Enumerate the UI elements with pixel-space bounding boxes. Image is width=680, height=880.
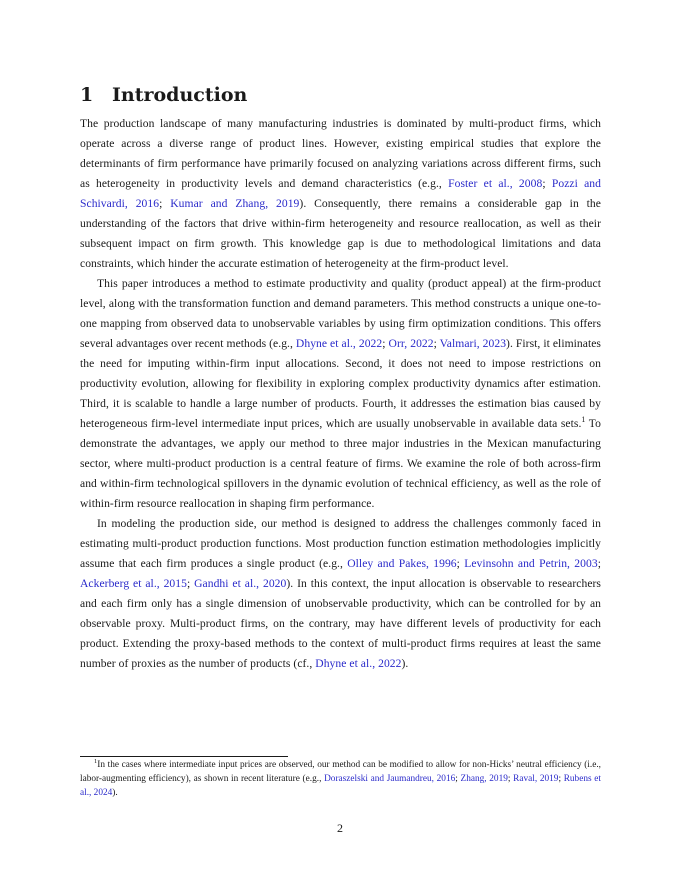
paper-page [80, 82, 601, 674]
paragraph-text: ). Consequently, there remains a considerable gap in the understanding of the factors that drive within-firm heterogeneity and resource reallocation, as well as their subsequent impact on firm growth. This knowledge gap is due to methodological limitations and data constraints, which hinder the accurate estimation of heterogeneity at the firm-product level. [80, 197, 601, 270]
citation-link[interactable]: Orr, 2022 [388, 337, 434, 350]
separator: ; [382, 337, 389, 350]
paragraph-text: In modeling the production side, our method is designed to address the challenges commonly faced in estimating multi-product production functions. Most production function estimation methodologies implicitly assume that each firm produces a single product (e.g., [80, 517, 601, 570]
separator: ; [186, 577, 195, 590]
citation-link[interactable]: Dhyne et al., 2022 [315, 657, 402, 670]
citation-link[interactable]: Foster et al., 2008 [448, 177, 543, 190]
footnote [80, 758, 601, 800]
section-title: Introduction [112, 84, 248, 106]
paragraph-text: To demonstrate the advantages, we apply our method to three major industries in the Mexican manufacturing sector, where multi-product production is a central feature of firms. We examine the role of both across-firm and within-firm technological spillovers in the dynamic evolution of technical efficiency, as well as the role of within-firm resource reallocation in shaping firm performance. [80, 417, 601, 510]
citation-link[interactable]: Valmari, 2023 [439, 337, 507, 350]
citation-link[interactable]: Rubens et al., 2024 [80, 774, 601, 798]
footnote-mark: 1 [94, 758, 98, 765]
paragraph-2 [80, 274, 601, 514]
footnote-text: ). [112, 788, 118, 798]
citation-link[interactable]: Dhyne et al., 2022 [295, 337, 383, 350]
separator: ; [597, 557, 601, 570]
paragraph-3 [80, 514, 601, 674]
paragraph-text: ). In this context, the input allocation is observable to researchers and each firm only has a single dimension of unobservable productivity, which can be controlled for by an observable proxy. Multi-product firms, on the contrary, may have different levels of productivity for each product. Extending the proxy-based methods to the context of multi-product firms requires at least the same number of proxies as the number of products (cf., [80, 577, 601, 670]
paragraph-text: ). First, it eliminates the need for imputing within-firm input allocations. Second, it does not need to impose restrictions on productivity evolution, allowing for flexibility in exploring complex productivity dynamics after estimation. Third, it is scalable to handle a large number of products. Fourth, it addresses the estimation bias caused by heterogeneous firm-level intermediate input prices, which are usually unobservable in available data sets. [80, 337, 601, 430]
section-heading [80, 82, 601, 108]
separator: ; [433, 337, 440, 350]
citation-link[interactable]: Ackerberg et al., 2015 [80, 577, 187, 590]
citation-link[interactable]: Olley and Pakes, 1996 [347, 557, 457, 570]
page-number: 2 [337, 821, 343, 835]
citation-link[interactable]: Kumar and Zhang, 2019 [170, 197, 300, 210]
footnote-marker[interactable]: 1 [581, 415, 586, 424]
footnote-divider [80, 756, 288, 757]
separator: ; [558, 774, 564, 784]
citation-link[interactable]: Doraszelski and Jaumandreu, 2016 [324, 774, 456, 784]
separator: ; [456, 557, 465, 570]
separator: ; [159, 197, 171, 210]
citation-link[interactable]: Levinsohn and Petrin, 2003 [464, 557, 598, 570]
paragraph-1 [80, 114, 601, 274]
footnote-text: In the cases where intermediate input prices are observed, our method can be modified to allow for non-Hicks’ neutral efficiency (i.e., labor-augmenting efficiency), as shown in recent literature (e.g., [80, 760, 601, 784]
citation-link[interactable]: Pozzi and Schivardi, 2016 [80, 177, 601, 210]
paragraph-text: ). [401, 657, 409, 670]
section-number: 1 [80, 84, 94, 106]
separator: ; [507, 774, 514, 784]
separator: ; [455, 774, 461, 784]
citation-link[interactable]: Raval, 2019 [513, 774, 559, 784]
citation-link[interactable]: Zhang, 2019 [460, 774, 508, 784]
separator: ; [542, 177, 552, 190]
citation-link[interactable]: Gandhi et al., 2020 [194, 577, 287, 590]
paragraph-text: The production landscape of many manufacturing industries is dominated by multi-product firms, which operate across a diverse range of product lines. However, existing empirical studies that explore the determinants of firm performance have primarily focused on analyzing variations across different firms, such as heterogeneity in productivity levels and demand characteristics (e.g., [80, 117, 601, 190]
paragraph-text: This paper introduces a method to estimate productivity and quality (product appeal) at the firm-product level, along with the transformation function and demand parameters. This method constructs a unique one-to-one mapping from observed data to unobservable variables by using firm optimization conditions. This offers several advantages over recent methods (e.g., [80, 277, 601, 350]
